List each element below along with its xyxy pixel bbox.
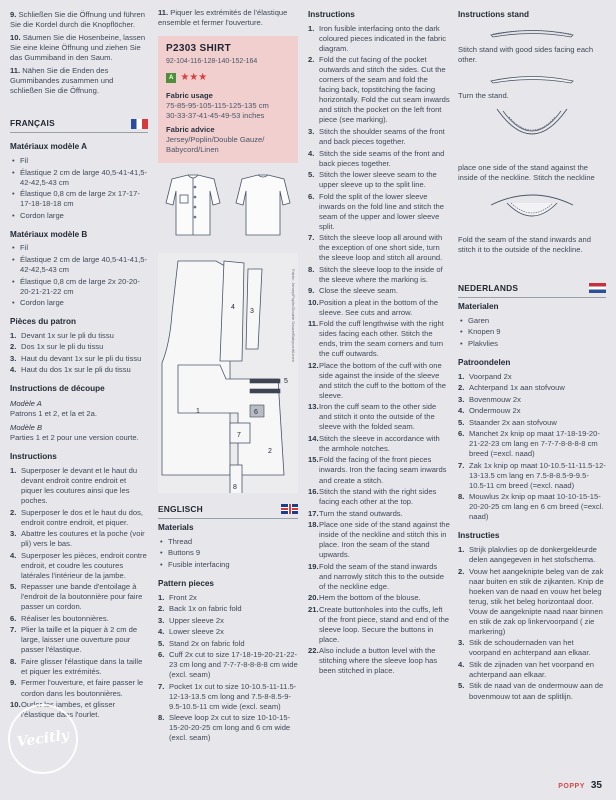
list-item: 4. Stitch the side seams of the front and back pieces together.	[308, 148, 445, 168]
list-item: • Fil	[10, 243, 148, 253]
neckline-illustration	[487, 107, 577, 157]
fabric-usage-label: Fabric usage	[166, 90, 213, 100]
list-item: 8. Mouwlus 2x knip op maat 10-10-15-15-20-20-25 cm lang en 6 cm breed (=excl. naad)	[458, 492, 604, 522]
model-b-label: Modèle B	[10, 423, 43, 433]
pattern-piece	[220, 261, 244, 361]
stand-step-2: Turn the stand.	[458, 90, 509, 100]
list-item: 6. Réaliser les boutonnières.	[10, 613, 109, 623]
step: 11. Piquer les extrémités de l'élastique ensemble et fermer l'ouverture.	[158, 8, 288, 28]
list-item: • Élastique 0,8 cm de large 2x 17-17-17-18-18-18 cm	[10, 189, 148, 209]
pattern-piece	[250, 389, 280, 393]
column-pattern-english	[158, 0, 298, 745]
materials-title: Materials	[158, 522, 194, 532]
list-item: • Buttons 9	[158, 548, 298, 558]
list-item: 9. Fermer l'ouverture, et faire passer le cordon dans les boutonnières.	[10, 678, 144, 698]
list-item: 4. Stik de zijnaden van het voorpand en achterpand aan elkaar.	[458, 659, 594, 679]
fabric-advice-label: Fabric advice	[166, 124, 215, 134]
list-item: 16. Stitch the stand with the right sides facing each other at the top.	[308, 487, 437, 507]
list-item: • Cordon large	[10, 211, 148, 221]
column-stand-dutch	[458, 0, 606, 703]
neckline-finished-illustration	[487, 189, 577, 229]
brand-logo: POPPY	[558, 782, 585, 790]
piece-label: 3	[250, 307, 254, 315]
materials-b-list	[10, 243, 148, 308]
list-item: • Garen	[458, 316, 606, 326]
piece-label: 6	[254, 408, 258, 416]
list-item: 21. Create buttonholes into the cuffs, left of the front piece, stand and end of the sleeve loop. Secure the buttons in place.	[308, 604, 450, 644]
cutting-title: Instructions de découpe	[10, 384, 105, 394]
materials-title: Materialen	[458, 302, 499, 312]
materials-list	[158, 537, 298, 570]
list-item: 22. Also include a button level with the stitching where the sleeve loop has been stitched in place.	[308, 646, 438, 676]
step: 11. Nähen Sie die Enden des Gummibandes zusammen und schließen Sie die Öffnung.	[10, 66, 114, 96]
difficulty-stars-icon: ★★★	[180, 72, 208, 84]
dutch-heading: NEDERLANDS	[458, 283, 606, 298]
list-item: 12. Place the bottom of the cuff with one side against the inside of the sleeve and stitch the cuff to the bottom of the sleeve.	[308, 360, 446, 400]
list-item: 5. Staander 2x aan stofvouw	[458, 417, 557, 427]
french-heading: FRANÇAIS	[10, 118, 148, 133]
stand-stitch-illustration	[487, 25, 577, 39]
list-item: 3. Haut du devant 1x sur le pli du tissu	[10, 353, 142, 363]
list-item: 2. Vouw het aangeknipte beleg van de zak naar buiten en stik de zijkanten. Knip de hoeken van de naad en vouw het beleg terug, stik het beleg horizontaal door. Vouw de aangeknipte naad naar binnen en stik de zak op linkervoorpand ( zie markering)	[458, 566, 604, 636]
list-item: 7. Zak 1x knip op maat 10-10.5-11-11.5-12-13-13.5 cm lang en 7.5-8-8.5-9-9.5-10.5-11 cm breed (=excl. naad)	[458, 460, 606, 490]
piece-label: 1	[196, 407, 200, 415]
list-item: 6. Manchet 2x knip op maat 17-18-19-20-21-22-23 cm lang en 7-7-7-8-8-8-8 cm breed (=excl. naad)	[458, 429, 600, 459]
list-item: 14. Stitch the sleeve in accordance with the armhole notches.	[308, 433, 440, 453]
list-item: • Élastique 2 cm de large 40,5-41-41,5-42-42,5-43 cm	[10, 255, 148, 275]
list-item: 15. Fold the facing of the front pieces inwards. Iron the facing seam inwards and create a stitch.	[308, 455, 447, 485]
list-item: 7. Plier la taille et la piquer à 2 cm de large, laisser une ouverture pour passer l'élastique.	[10, 625, 138, 655]
list-item: • Plakvlies	[458, 339, 606, 349]
list-item: 8. Faire glisser l'élastique dans la taille et piquer les extrémités.	[10, 656, 143, 676]
instructions-list	[458, 545, 606, 701]
stand-step-1: Stitch stand with good sides facing each other.	[458, 44, 594, 64]
list-item: 18. Place one side of the stand against the inside of the neckline and stitch this in place. Iron the seam of the stand upwards.	[308, 520, 450, 560]
list-item: 4. Ondermouw 2x	[458, 406, 521, 416]
model-a-text: Patrons 1 et 2, et la et 2a.	[10, 409, 97, 419]
uk-flag-icon	[281, 504, 298, 514]
pattern-title: P2303 SHIRT	[166, 43, 231, 55]
materials-list	[458, 316, 606, 349]
list-item: 2. Back 1x on fabric fold	[158, 604, 242, 614]
list-item: 5. Stik de naad van de ondermouw aan de bovenmouw tot aan de splitlijn.	[458, 681, 604, 701]
list-item: • Knopen 9	[458, 327, 606, 337]
list-item: 9. Close the sleeve seam.	[308, 286, 398, 296]
list-item: • Élastique 2 cm de large 40,5-41-41,5-42-42,5-43 cm	[10, 168, 148, 188]
german-steps	[10, 10, 148, 96]
netherlands-flag-icon	[589, 283, 606, 293]
instructions-list	[308, 24, 450, 676]
list-item: 2. Fold the cut facing of the pocket outwards and stitch the sides. Cut the corners of the seam and fold the facing back, topstitching the facing horizontally. Fold the cut seam inwards and stitch the pocket on the left front piece (see marking).	[308, 55, 450, 125]
pieces-title: Pattern pieces	[158, 578, 214, 588]
model-b-text: Parties 1 et 2 pour une version courte.	[10, 433, 139, 443]
materials-a-title: Matériaux modèle A	[10, 142, 88, 152]
piece-label: 4	[231, 303, 235, 311]
list-item: • Fusible interfacing	[158, 560, 298, 570]
step: 9. Schließen Sie die Öffnung und führen Sie die Kordel durch die Knopflöcher.	[10, 10, 145, 30]
list-item: 3. Abattre les coutures et la poche (voir pli) vers le bas.	[10, 529, 145, 549]
list-item: 4. Lower sleeve 2x	[158, 627, 224, 637]
pieces-title: Patroondelen	[458, 357, 511, 367]
fabric-advice: Jersey/Poplin/Double Gauze/ Babycord/Linen	[166, 134, 265, 154]
list-item: 4. Haut du dos 1x sur le pli du tissu	[10, 365, 131, 375]
fabric-layout-diagram	[158, 253, 298, 493]
list-item: 8. Sleeve loop 2x cut to size 10-10-15-15-20-20-25 cm long and 6 cm wide (excl. seam)	[158, 713, 291, 743]
english-heading: ENGLISCH	[158, 504, 298, 519]
list-item: 5. Stitch the lower sleeve seam to the upper sleeve up to the split line.	[308, 170, 437, 190]
list-item: 1. Iron fusible interfacing onto the dark coloured pieces indicated in the fabric diagram.	[308, 23, 447, 53]
list-item: 10. Ourler les jambes, et glisser l'élastique dans l'ourlet.	[10, 700, 116, 720]
list-item: 1. Superposer le devant et le haut du devant endroit contre endroit et piquer les coutures ainsi que les poches.	[10, 466, 138, 506]
list-item: 3. Stitch the shoulder seams of the front and back pieces together.	[308, 126, 445, 146]
list-item: 7. Stitch the sleeve loop all around with the exception of one short side, turn the sleeve loop and stitch all around.	[308, 233, 443, 263]
page-number: 35	[590, 779, 602, 791]
stand-turn-illustration	[487, 71, 577, 85]
stand-step-4: Fold the seam of the stand inwards and stitch it to the outside of the neckline.	[458, 234, 591, 254]
step: 10. Säumen Sie die Hosenbeine, lassen Sie eine kleine Öffnung und ziehen Sie das Gummiband in den Saum.	[10, 33, 146, 63]
materials-a-list	[10, 156, 148, 221]
instructions-title: Instructions	[10, 452, 57, 462]
list-item: 1. Voorpand 2x	[458, 371, 512, 381]
difficulty-level	[166, 71, 290, 84]
pieces-list	[158, 593, 298, 744]
model-a-label: Modèle A	[10, 399, 42, 409]
list-item: • Thread	[158, 537, 298, 547]
pieces-title: Pièces du patron	[10, 317, 76, 327]
list-item: 2. Achterpand 1x aan stofvouw	[458, 383, 565, 393]
column-english-instructions	[308, 0, 450, 678]
column-german-french	[10, 0, 148, 722]
list-item: • Fil	[10, 156, 148, 166]
shirt-sketch	[158, 169, 298, 244]
list-item: 8. Stitch the sleeve loop to the inside of the sleeve where the marking is.	[308, 264, 443, 284]
list-item: 5. Stand 2x on fabric fold	[158, 638, 245, 648]
france-flag-icon	[131, 119, 148, 129]
list-item: 4. Superposer les pièces, endroit contre endroit, et coudre les coutures latérales l'intérieur de la jambe.	[10, 550, 147, 580]
stand-title: Instructions stand	[458, 10, 529, 19]
piece-label: 2	[268, 447, 272, 455]
piece-label: 5	[284, 377, 288, 385]
instructions-title: Instructions	[308, 10, 355, 19]
list-item: 3. Upper sleeve 2x	[158, 615, 224, 625]
list-item: 5. Repasser une bande d'entoilage à l'endroit de la boutonnière pour faire passer un cordon.	[10, 582, 143, 612]
list-item: • Cordon large	[10, 298, 148, 308]
stand-step-3: place one side of the stand against the inside of the neckline. Stitch the neckline	[458, 162, 595, 182]
list-item: • Élastique 0,8 cm de large 2x 20-20-20-21-21-22 cm	[10, 277, 148, 297]
piece-label: 7	[237, 431, 241, 439]
list-item: 2. Dos 1x sur le pli du tissu	[10, 342, 104, 352]
materials-b-title: Matériaux modèle B	[10, 229, 88, 239]
list-item: 1. Strijk plakvlies op de donkergekleurde delen aangegeven in het stofschema.	[458, 545, 597, 565]
instructions-list	[10, 466, 148, 720]
list-item: 3. Stik de schoudernaden van het voorpand en achterpand aan elkaar.	[458, 638, 591, 658]
fabric-usage-inches: 30-33-37-41-45-49-53 inches	[166, 110, 265, 120]
list-item: 10. Position a pleat in the bottom of the sleeve. See cuts and arrow.	[308, 297, 439, 317]
pattern-info-card	[158, 36, 298, 163]
piece-label: 8	[233, 483, 237, 491]
list-item: 1. Front 2x	[158, 592, 197, 602]
fabric-usage-cm: 75-85-95-105-115-125-135 cm	[166, 100, 269, 110]
list-item: 3. Bovenmouw 2x	[458, 394, 521, 404]
level-badge: A	[166, 73, 176, 83]
watermark-logo: Vecitly	[3, 699, 82, 778]
list-item: 19. Fold the seam of the stand inwards and narrowly stitch this to the outside of the neckline edge.	[308, 561, 444, 591]
pieces-list	[10, 331, 148, 376]
list-item: 6. Cuff 2x cut to size 17-18-19-20-21-22-23 cm long and 7-7-7-8-8-8-8 cm wide (excl. seam)	[158, 650, 298, 680]
pattern-sizes: 92-104-116-128-140-152-164	[166, 58, 258, 66]
list-item: 2. Superposer le dos et le haut du dos, endroit contre endroit, et piquer.	[10, 507, 144, 527]
list-item: 13. Iron the cuff seam to the other side and stitch it onto the outside of the sleeve with the folded seam.	[308, 402, 437, 432]
instructions-title: Instructies	[458, 531, 500, 541]
list-item: 11. Fold the cuff lengthwise with the right sides facing each other. Stitch the ends, trim the seam corners and turn the cuff outwards.	[308, 319, 444, 359]
pattern-piece	[250, 379, 280, 383]
list-item: 17. Turn the stand outwards.	[308, 508, 403, 518]
list-item: 20. Hem the bottom of the blouse.	[308, 593, 421, 603]
list-item: 1. Devant 1x sur le pli du tissu	[10, 330, 114, 340]
list-item: 6. Fold the split of the lower sleeve inwards on the fold line and stitch the seam of the upper and lower sleeve split.	[308, 191, 444, 231]
page-footer	[558, 779, 602, 792]
diagram-caption: Fabric: Jersey/Poplin/Double Gauze/Babycord/Linen	[291, 268, 296, 362]
list-item: 7. Pocket 1x cut to size 10-10.5-11-11.5-12-13-13.5 cm long and 7.5-8-8.5-9-9.5-10.5-11 cm wide (excl. seam)	[158, 681, 297, 711]
pieces-list	[458, 372, 606, 523]
